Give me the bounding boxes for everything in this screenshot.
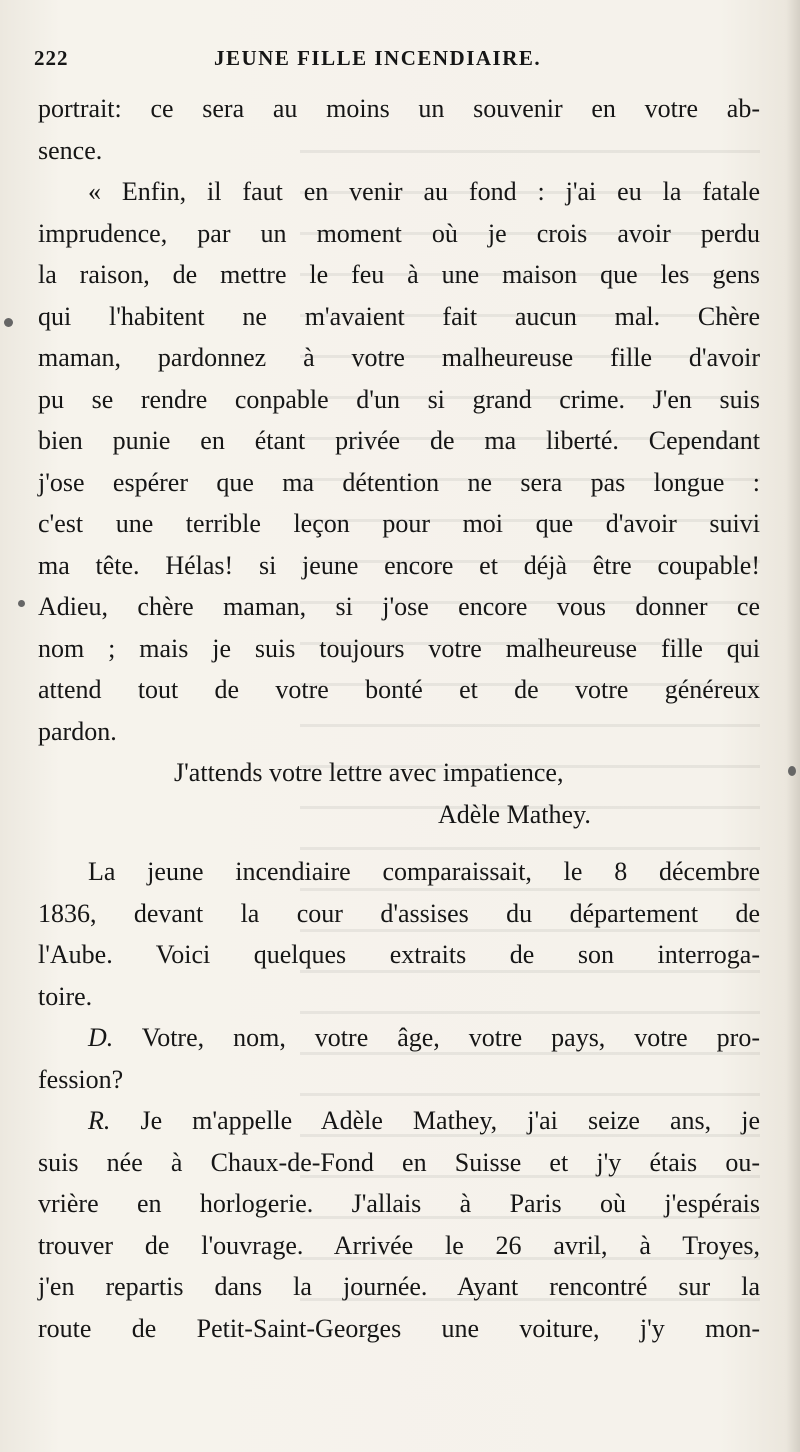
page-number: 222 xyxy=(34,46,69,70)
text-line: 1836, devant la cour d'assises du département de xyxy=(38,898,760,928)
text-line: suis née à Chaux-de-Fond en Suisse et j'y étais ou- xyxy=(38,1147,760,1177)
running-title: JEUNE FILLE INCENDIAIRE. xyxy=(214,46,542,70)
text-line: Adèle Mathey. xyxy=(438,799,591,829)
margin-blot xyxy=(4,318,13,327)
text-line: nom ; mais je suis toujours votre malheureuse fille qui xyxy=(38,633,760,663)
text-line: pu se rendre conpable d'un si grand crime. J'en suis xyxy=(38,384,760,414)
text-line: attend tout de votre bonté et de votre généreux xyxy=(38,675,760,704)
text-line: bien punie en étant privée de ma liberté. Cependant xyxy=(38,426,760,455)
page-header xyxy=(34,46,764,76)
text-line: imprudence, par un moment où je crois avoir perdu xyxy=(38,218,760,248)
dialogue-marker: R. xyxy=(88,1106,111,1135)
text-line: trouver de l'ouvrage. Arrivée le 26 avril, à Troyes, xyxy=(38,1230,760,1260)
text-line: R. Je m'appelle Adèle Mathey, j'ai seize ans, je xyxy=(88,1106,760,1135)
page-edge-shadow xyxy=(786,0,800,1452)
text-line: j'ose espérer que ma détention ne sera pas longue : xyxy=(38,467,760,497)
text-line: l'Aube. Voici quelques extraits de son interroga- xyxy=(38,940,760,969)
text-line: route de Petit-Saint-Georges une voiture, j'y mon- xyxy=(38,1313,760,1343)
margin-blot xyxy=(18,600,25,607)
margin-blot xyxy=(788,766,796,776)
text-line: « Enfin, il faut en venir au fond : j'ai eu la fatale xyxy=(88,177,760,206)
dialogue-marker: D. xyxy=(88,1023,114,1052)
text-line: Adieu, chère maman, si j'ose encore vous donner ce xyxy=(38,592,760,621)
text-line: fession? xyxy=(38,1064,124,1094)
text-line: sence. xyxy=(38,135,103,165)
text-line: j'en repartis dans la journée. Ayant rencontré sur la xyxy=(38,1272,760,1301)
body-text xyxy=(38,88,760,1349)
paragraph-gap xyxy=(38,835,760,851)
text-line: D. Votre, nom, votre âge, votre pays, votre pro- xyxy=(88,1023,760,1052)
text-line: qui l'habitent ne m'avaient fait aucun mal. Chère xyxy=(38,301,760,331)
text-line: J'attends votre lettre avec impatience, xyxy=(174,758,564,787)
text-line: ma tête. Hélas! si jeune encore et déjà être coupable! xyxy=(38,550,760,580)
text-line: la raison, de mettre le feu à une maison que les gens xyxy=(38,260,760,289)
text-line: pardon. xyxy=(38,716,117,746)
text-line: portrait: ce sera au moins un souvenir en votre ab- xyxy=(38,94,760,123)
text-line: vrière en horlogerie. J'allais à Paris où j'espérais xyxy=(38,1189,760,1218)
text-line: toire. xyxy=(38,981,93,1011)
text-line: c'est une terrible leçon pour moi que d'avoir suivi xyxy=(38,509,760,538)
text-line: La jeune incendiaire comparaissait, le 8 décembre xyxy=(88,857,760,886)
text-line: maman, pardonnez à votre malheureuse fille d'avoir xyxy=(38,343,760,372)
